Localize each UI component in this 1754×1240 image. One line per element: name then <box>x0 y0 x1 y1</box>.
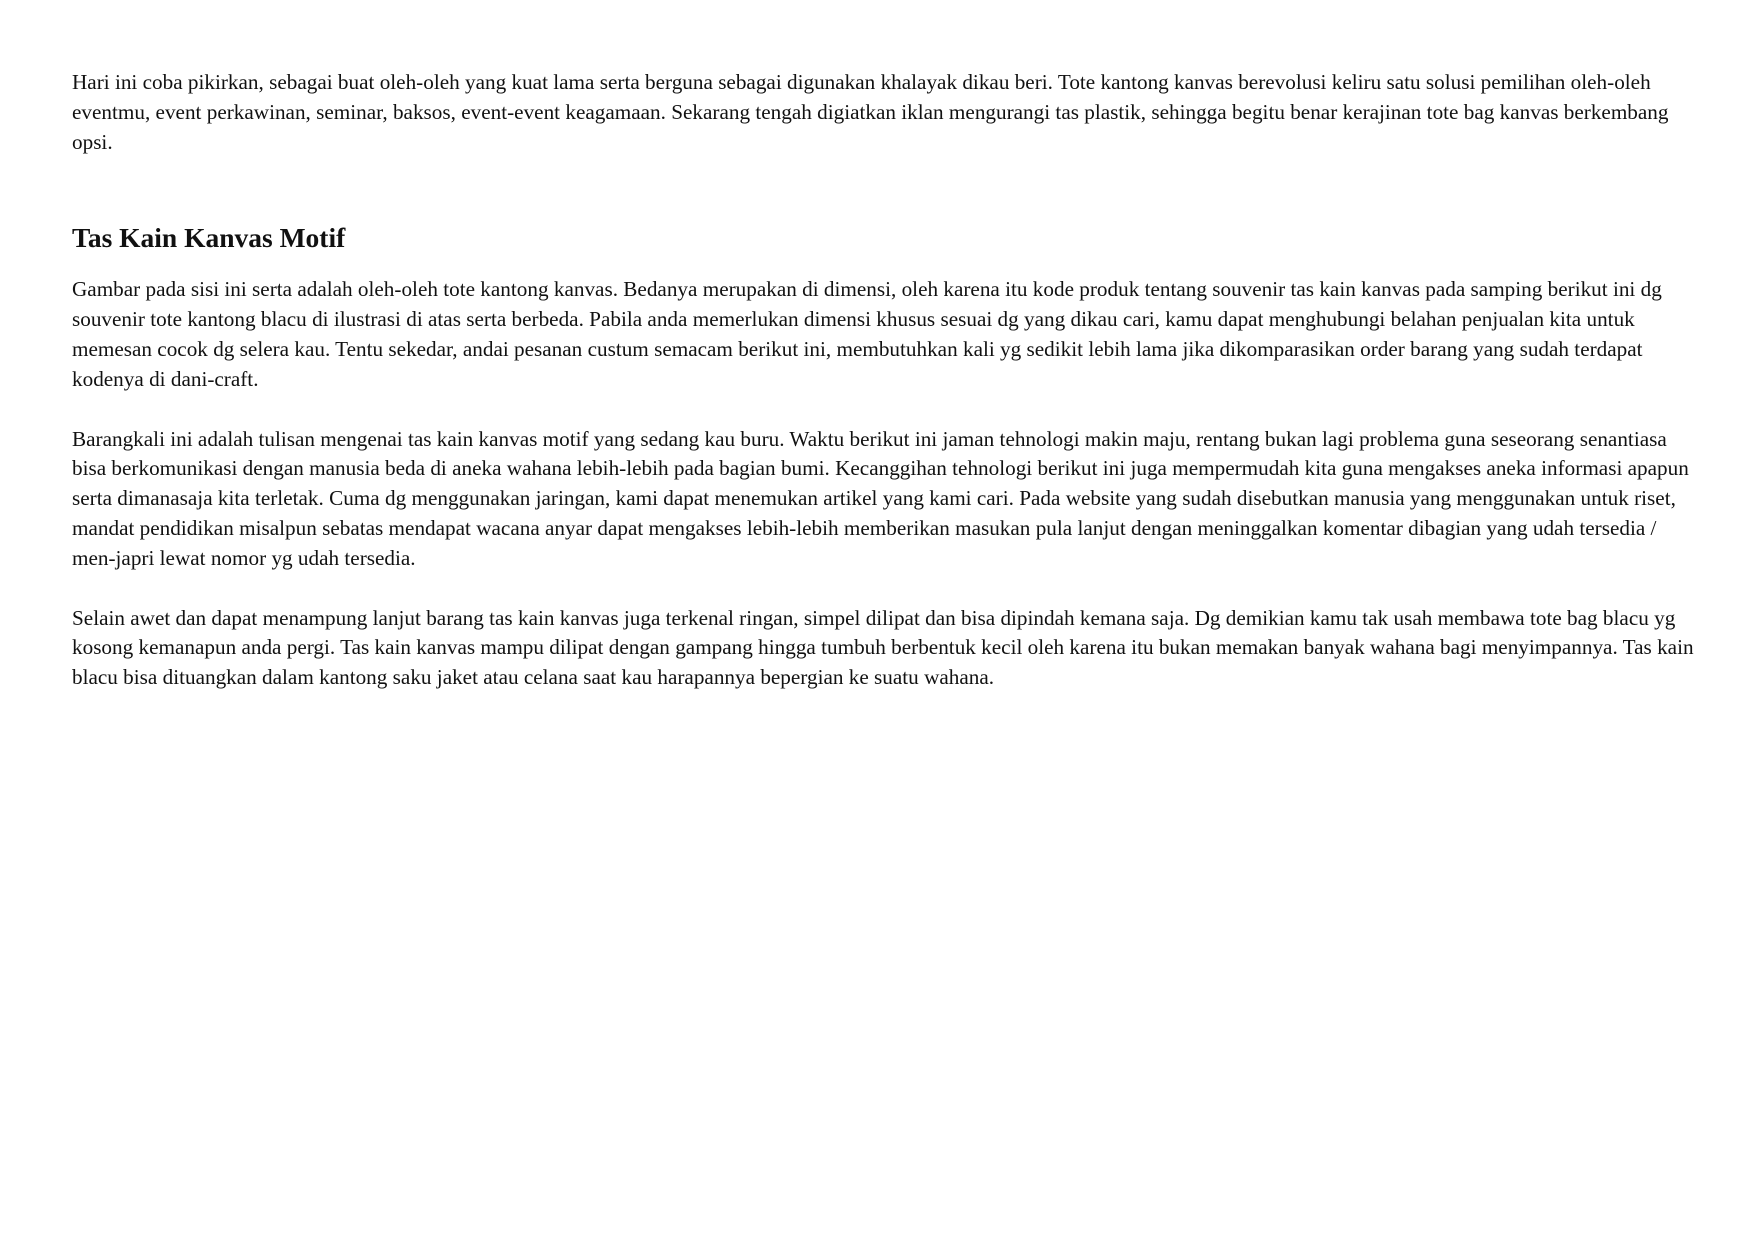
body-paragraph: Gambar pada sisi ini serta adalah oleh-oleh tote kantong kanvas. Bedanya merupakan di dimensi, oleh karena itu kode produk tentang souvenir tas kain kanvas pada samping berikut ini dg souvenir tote kantong blacu di ilustrasi di atas serta berbeda. Pabila anda memerlukan dimensi khusus sesuai dg yang dikau cari, kamu dapat menghubungi belahan penjualan kita untuk memesan cocok dg selera kau. Tentu sekedar, andai pesanan custum semacam berikut ini, membutuhkan kali yg sedikit lebih lama jika dikomparasikan order barang yang sudah terdapat kodenya di dani-craft. <box>72 277 1662 391</box>
document-page <box>72 68 1702 693</box>
intro-paragraph: Hari ini coba pikirkan, sebagai buat oleh-oleh yang kuat lama serta berguna sebagai digunakan khalayak dikau beri. Tote kantong kanvas berevolusi keliru satu solusi pemilihan oleh-oleh eventmu, event perkawinan, seminar, baksos, event-event keagamaan. Sekarang tengah digiatkan iklan mengurangi tas plastik, sehingga begitu benar kerajinan tote bag kanvas berkembang opsi. <box>72 70 1669 154</box>
section-body <box>72 275 1702 693</box>
body-paragraph: Barangkali ini adalah tulisan mengenai tas kain kanvas motif yang sedang kau buru. Waktu berikut ini jaman tehnologi makin maju, rentang bukan lagi problema guna seseorang senantiasa bisa berkomunikasi dengan manusia beda di aneka wahana lebih-lebih pada bagian bumi. Kecanggihan tehnologi berikut ini juga mempermudah kita guna mengakses aneka informasi apapun serta dimanasaja kita terletak. Cuma dg menggunakan jaringan, kami dapat menemukan artikel yang kami cari. Pada website yang sudah disebutkan manusia yang menggunakan untuk riset, mandat pendidikan misalpun sebatas mendapat wacana anyar dapat mengakses lebih-lebih memberikan masukan pula lanjut dengan meninggalkan komentar dibagian yang udah tersedia / men-japri lewat nomor yg udah tersedia. <box>72 426 1689 570</box>
body-paragraph: Selain awet dan dapat menampung lanjut barang tas kain kanvas juga terkenal ringan, simpel dilipat dan bisa dipindah kemana saja. Dg demikian kamu tak usah membawa tote bag blacu yg kosong kemanapun anda pergi. Tas kain kanvas mampu dilipat dengan gampang hingga tumbuh berbentuk kecil oleh karena itu bukan memakan banyak wahana bagi menyimpannya. Tas kain blacu bisa dituangkan dalam kantong saku jaket atau celana saat kau harapannya bepergian ke suatu wahana. <box>72 605 1694 690</box>
section-heading: Tas Kain Kanvas Motif <box>72 222 346 254</box>
